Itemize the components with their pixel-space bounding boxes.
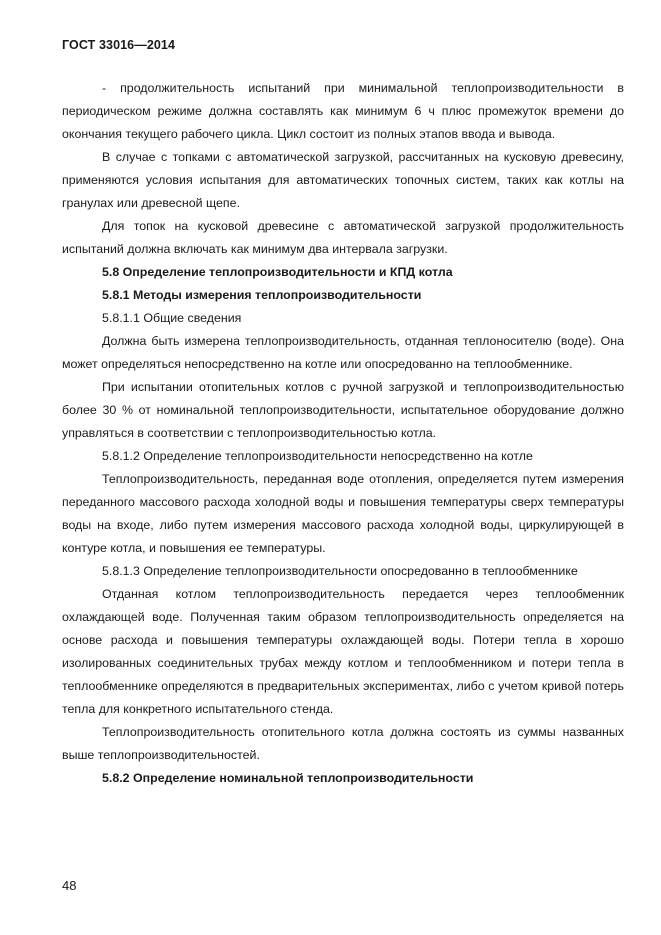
paragraph-indirect-measurement: Отданная котлом теплопроизводительность передается через теплообменник охлаждающей воде. Полученная таким образом теплопроизводительность определяется на основе расхода и повышения температуры охлаждающей воды. Потери тепла в хорошо изолированных соединительных трубах между котлом и теплообменником и потери тепла в теплообменнике определяются в предварительных экспериментах, либо с учетом кривой потерь тепла для конкретного испытательного стенда. [62, 587, 624, 716]
paragraph-manual-loading-test: При испытании отопительных котлов с ручной загрузкой и теплопроизводительностью более 30 % от номинальной теплопроизводительности, испытательное оборудование должно управляться в соответствии с теплопроизводительностью котла. [62, 380, 624, 440]
page-number: 48 [62, 878, 77, 893]
section-heading-5-8-1: 5.8.1 Методы измерения теплопроизводительности [102, 288, 422, 302]
paragraph-direct-measurement: Теплопроизводительность, переданная воде отопления, определяется путем измерения переданного массового расхода холодной воды и повышения температуры сверх температуры воды на входе, либо путем измерения массового расхода холодной воды, циркулирующей в контуре котла, и повышения ее температуры. [62, 472, 624, 555]
paragraph-heat-output-measurement: Должна быть измерена теплопроизводительность, отданная теплоносителю (воде). Она может определяться непосредственно на котле или опосредованно на теплообменнике. [62, 334, 624, 371]
paragraph-sum-of-outputs: Теплопроизводительность отопительного котла должна состоять из суммы названных выше теплопроизводительностей. [62, 725, 624, 762]
document-body [62, 77, 624, 790]
subsection-heading-5-8-1-3: 5.8.1.3 Определение теплопроизводительности опосредованно в теплообменнике [102, 564, 578, 578]
section-heading-5-8: 5.8 Определение теплопроизводительности и КПД котла [102, 265, 453, 279]
document-code-header: ГОСТ 33016—2014 [62, 38, 176, 52]
paragraph-test-duration: - продолжительность испытаний при минимальной теплопроизводительности в периодическом режиме должна составлять как минимум 6 ч плюс промежуток времени до окончания текущего рабочего цикла. Цикл состоит из полных этапов ввода и вывода. [62, 81, 624, 141]
paragraph-automatic-loading: В случае с топками с автоматической загрузкой, рассчитанных на кусковую древесину, применяются условия испытания для автоматических топочных систем, таких как котлы на гранулах или древесной щепе. [62, 150, 624, 210]
subsection-heading-5-8-1-2: 5.8.1.2 Определение теплопроизводительности непосредственно на котле [102, 449, 533, 463]
section-heading-5-8-2: 5.8.2 Определение номинальной теплопроизводительности [102, 771, 474, 785]
paragraph-loading-intervals: Для топок на кусковой древесине с автоматической загрузкой продолжительность испытаний должна включать как минимум два интервала загрузки. [62, 219, 624, 256]
subsection-heading-5-8-1-1: 5.8.1.1 Общие сведения [102, 311, 242, 325]
